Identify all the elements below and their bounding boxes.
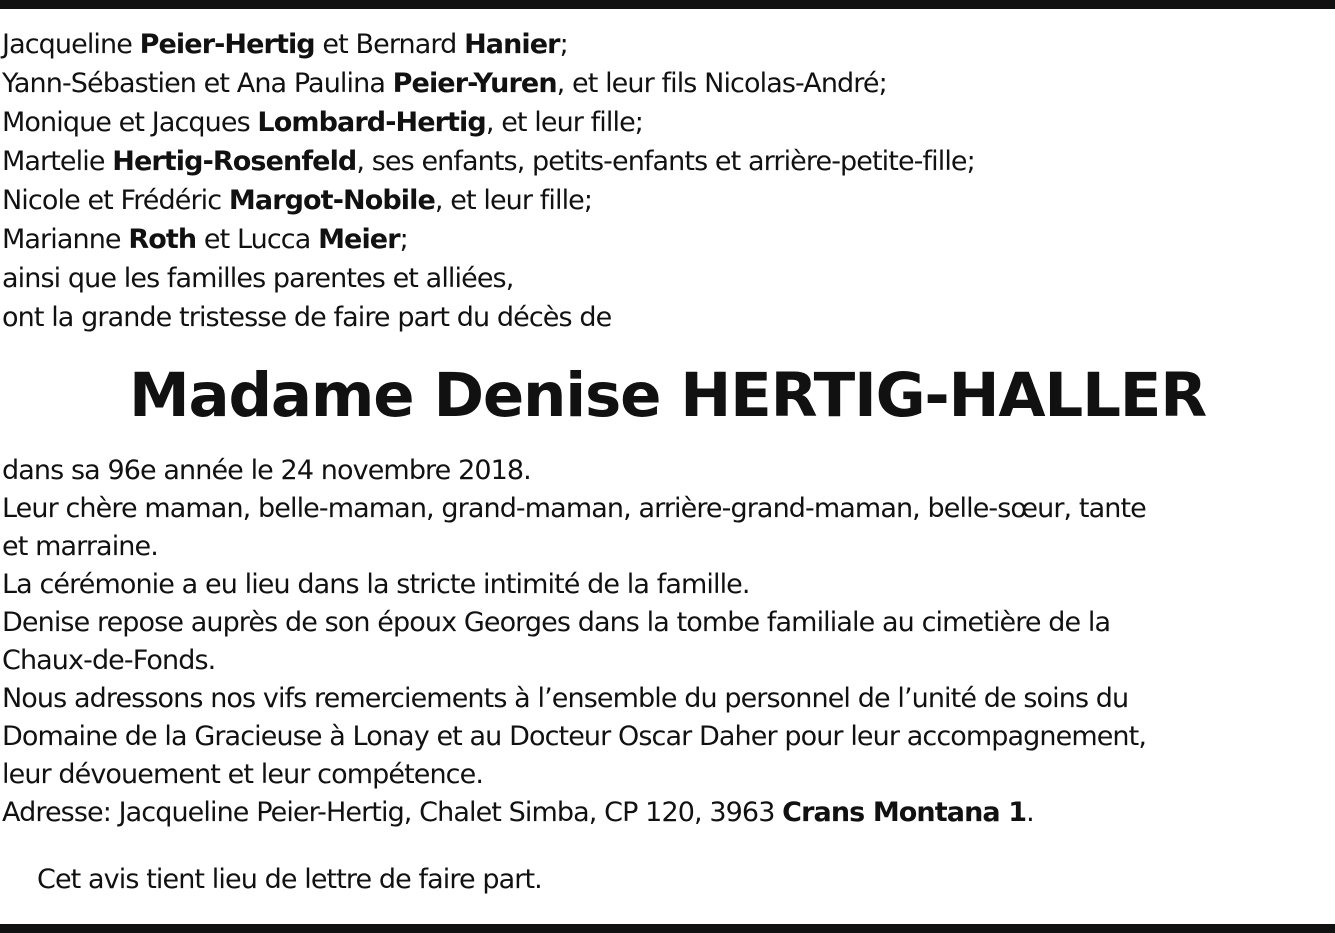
closing-note: Cet avis tient lieu de lettre de faire part. <box>37 864 542 895</box>
text-run: et marraine. <box>2 531 158 562</box>
text-run: , et leur fille; <box>434 185 593 216</box>
bottom-border-rule <box>0 924 1335 933</box>
family-list <box>2 25 1333 337</box>
body-line <box>2 794 1333 832</box>
family-line <box>2 298 1333 337</box>
text-run: La cérémonie a eu lieu dans la stricte intimité de la famille. <box>2 569 750 600</box>
bold-name: Peier-Hertig <box>139 29 315 60</box>
top-border-rule <box>0 0 1335 9</box>
deceased-name-heading: Madame Denise HERTIG-HALLER <box>128 360 1206 431</box>
text-run: . <box>1026 797 1034 828</box>
bold-name: Peier-Yuren <box>392 68 557 99</box>
bold-name: Hertig-Rosenfeld <box>112 146 357 177</box>
bold-name: Hanier <box>464 29 560 60</box>
bold-name: Margot-Nobile <box>228 185 435 216</box>
text-run: , ses enfants, petits-enfants et arrière-petite-fille; <box>356 146 975 177</box>
family-line <box>2 181 1333 220</box>
text-run: Leur chère maman, belle-maman, grand-maman, arrière-grand-maman, belle-sœur, tante <box>2 493 1146 524</box>
family-line <box>2 220 1333 259</box>
bold-name: Lombard-Hertig <box>257 107 486 138</box>
text-run: Adresse: Jacqueline Peier-Hertig, Chalet Simba, CP 120, 3963 <box>2 797 783 828</box>
body-line <box>2 680 1333 718</box>
body-line <box>2 718 1333 756</box>
body-line <box>2 528 1333 566</box>
text-run: , et leur fils Nicolas-André; <box>556 68 887 99</box>
bold-name: Meier <box>318 224 400 255</box>
text-run: et Bernard <box>314 29 465 60</box>
text-run: Domaine de la Gracieuse à Lonay et au Docteur Oscar Daher pour leur accompagnement, <box>2 721 1147 752</box>
text-run: Yann-Sébastien et Ana Paulina <box>2 68 393 99</box>
text-run: ont la grande tristesse de faire part du décès de <box>2 302 612 333</box>
family-line <box>2 103 1333 142</box>
body-line <box>2 452 1333 490</box>
bold-name: Roth <box>128 224 197 255</box>
bold-name: Crans Montana 1 <box>782 797 1027 828</box>
body-line <box>2 756 1333 794</box>
text-run: leur dévouement et leur compétence. <box>2 759 484 790</box>
body-line <box>2 566 1333 604</box>
text-run: Nicole et Frédéric <box>2 185 229 216</box>
family-line <box>2 142 1333 181</box>
family-line <box>2 64 1333 103</box>
announcement-body <box>2 452 1333 832</box>
text-run: ainsi que les familles parentes et alliées, <box>2 263 514 294</box>
text-run: ; <box>559 29 568 60</box>
text-run: Marianne <box>2 224 129 255</box>
text-run: , et leur fille; <box>485 107 643 138</box>
body-line <box>2 642 1333 680</box>
family-line <box>2 259 1333 298</box>
text-run: Nous adressons nos vifs remerciements à l’ensemble du personnel de l’unité de soins du <box>2 683 1129 714</box>
text-run: Martelie <box>2 146 113 177</box>
body-line <box>2 604 1333 642</box>
text-run: ; <box>399 224 408 255</box>
text-run: et Lucca <box>196 224 319 255</box>
text-run: Jacqueline <box>2 29 140 60</box>
family-line <box>2 25 1333 64</box>
text-run: Chaux-de-Fonds. <box>2 645 216 676</box>
body-line <box>2 490 1333 528</box>
text-run: dans sa 96e année le 24 novembre 2018. <box>2 455 531 486</box>
text-run: Denise repose auprès de son époux Georges dans la tombe familiale au cimetière de la <box>2 607 1111 638</box>
text-run: Monique et Jacques <box>2 107 258 138</box>
